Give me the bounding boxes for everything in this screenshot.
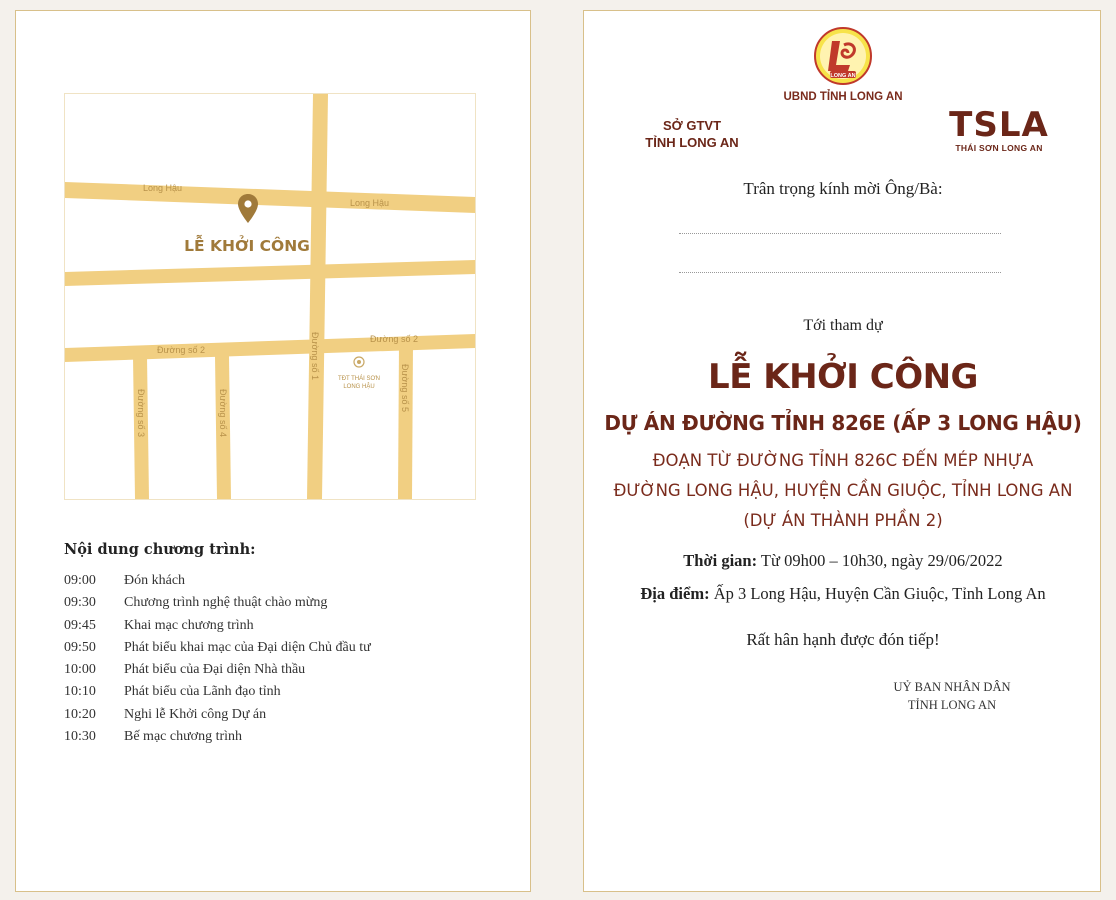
- name-dotted-line-1: [679, 233, 1001, 234]
- logo-text: LONG AN: [830, 73, 856, 79]
- program-list: [64, 573, 371, 751]
- program-item: [64, 618, 371, 640]
- time-label: Thời gian:: [683, 551, 758, 570]
- location-pin-icon: [238, 194, 258, 223]
- program-item-time: 09:30: [64, 595, 96, 611]
- program-item: [64, 573, 371, 595]
- section-line-1: ĐOẠN TỪ ĐƯỜNG TỈNH 826C ĐẾN MÉP NHỰA: [652, 451, 1034, 470]
- program-item-label: Chương trình nghệ thuật chào mừng: [124, 595, 328, 611]
- program-item-label: Nghi lễ Khởi công Dự án: [124, 706, 267, 722]
- program-item-time: 09:00: [64, 573, 96, 588]
- site-label-line1: TĐT THÁI SƠN: [338, 376, 380, 382]
- road-long-hau: [65, 182, 475, 213]
- site-label-line2: LONG HẬU: [343, 384, 375, 390]
- label-long-hau-right: Long Hậu: [350, 198, 390, 208]
- program-item-label: Phát biểu của Lãnh đạo tỉnh: [124, 684, 281, 700]
- event-time: [584, 551, 1102, 571]
- place-value: Ấp 3 Long Hậu, Huyện Cần Giuộc, Tỉnh Long An: [713, 584, 1046, 603]
- invite-greeting: Trân trọng kính mời Ông/Bà:: [743, 179, 943, 198]
- program-card: [15, 10, 531, 892]
- event-title: LỄ KHỞI CÔNG: [708, 357, 978, 397]
- program-item-label: Phát biểu khai mạc của Đại diện Chủ đầu tư: [124, 639, 371, 655]
- section-line-2: ĐƯỜNG LONG HẬU, HUYỆN CẦN GIUỘC, TỈNH LONG AN: [613, 481, 1073, 500]
- program-item-time: 09:50: [64, 639, 96, 655]
- program-item-label: Khai mạc chương trình: [124, 617, 254, 633]
- map-graphic: [65, 94, 475, 499]
- road-duong-so-1: [307, 94, 328, 499]
- invitation-card: [583, 10, 1101, 892]
- event-place: [584, 584, 1102, 604]
- program-item-time: 10:00: [64, 662, 96, 678]
- tsla-wordmark: TSLA: [949, 105, 1049, 145]
- section-line-3: (DỰ ÁN THÀNH PHẦN 2): [743, 511, 943, 530]
- time-value: Từ 09h00 – 10h30, ngày 29/06/2022: [760, 551, 1003, 570]
- program-item: [64, 729, 371, 751]
- label-duong-so-5: Đường số 5: [400, 364, 410, 412]
- so-gtvt-line2: TỈNH LONG AN: [645, 135, 739, 150]
- label-long-hau-left: Long Hậu: [143, 183, 183, 193]
- name-dotted-line-2: [679, 272, 1001, 273]
- program-item: [64, 640, 371, 662]
- welcome-text: Rất hân hạnh được đón tiếp!: [746, 630, 940, 649]
- label-duong-so-1: Đường số 1: [310, 332, 320, 380]
- label-duong-so-3: Đường số 3: [136, 389, 146, 437]
- label-duong-so-2-right: Đường số 2: [370, 334, 418, 344]
- program-item: [64, 707, 371, 729]
- program-item-time: 10:10: [64, 684, 96, 700]
- map-event-label: LỄ KHỞI CÔNG: [184, 237, 310, 255]
- signer-line-2: TỈNH LONG AN: [907, 698, 997, 712]
- road-horizontal-2: [65, 260, 475, 286]
- program-item: [64, 595, 371, 617]
- site-marker-icon: [354, 357, 364, 367]
- program-item: [64, 684, 371, 706]
- signer-line-1: UỶ BAN NHÂN DÂN: [893, 680, 1011, 694]
- program-item-time: 10:30: [64, 729, 96, 745]
- place-label: Địa điểm:: [640, 584, 710, 603]
- project-section: [584, 446, 1102, 536]
- program-item: [64, 662, 371, 684]
- attend-text: Tới tham dự: [803, 317, 883, 334]
- label-duong-so-4: Đường số 4: [218, 389, 228, 437]
- signer: [852, 678, 1052, 714]
- label-duong-so-2-left: Đường số 2: [157, 345, 205, 355]
- program-item-label: Đón khách: [124, 573, 186, 588]
- tsla-logo: [939, 107, 1059, 153]
- program-item-time: 09:45: [64, 617, 96, 633]
- program-item-label: Phát biểu của Đại diện Nhà thầu: [124, 662, 306, 678]
- long-an-logo: [814, 27, 872, 85]
- program-item-time: 10:20: [64, 706, 96, 722]
- so-gtvt-line1: SỞ GTVT: [662, 118, 722, 133]
- program-item-label: Bế mạc chương trình: [124, 729, 243, 745]
- tsla-subtitle: THÁI SƠN LONG AN: [955, 143, 1043, 153]
- project-name: DỰ ÁN ĐƯỜNG TỈNH 826E (ẤP 3 LONG HẬU): [604, 411, 1082, 435]
- program-title: Nội dung chương trình:: [64, 541, 256, 558]
- road-network: [65, 94, 475, 499]
- ubnd-label: UBND TỈNH LONG AN: [783, 91, 903, 103]
- location-map: [64, 93, 476, 500]
- so-gtvt-label: [622, 117, 762, 151]
